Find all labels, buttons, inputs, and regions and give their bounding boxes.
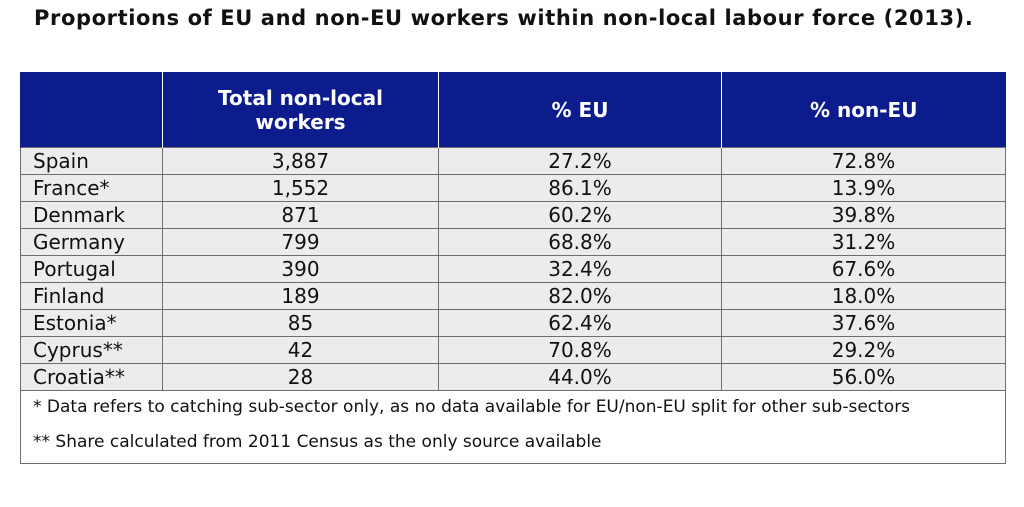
country-cell: Finland [21,283,163,310]
non-eu-cell: 37.6% [722,310,1006,337]
footnote-catching: * Data refers to catching sub-sector only, as no data available for EU/non-EU split for other sub-sectors [33,397,911,417]
footnote-census: ** Share calculated from 2011 Census as the only source available [33,432,602,452]
country-cell: Spain [21,148,163,175]
total-cell: 85 [163,310,439,337]
total-cell: 3,887 [163,148,439,175]
eu-cell: 27.2% [439,148,722,175]
total-cell: 42 [163,337,439,364]
header-total: Total non-local workers [163,72,439,148]
non-eu-cell: 31.2% [722,229,1006,256]
table-row [21,175,1006,202]
workers-table [20,72,1006,464]
table-row [21,310,1006,337]
page-title: Proportions of EU and non-EU workers within non-local labour force (2013). [34,6,974,30]
header-non-eu: % non-EU [722,72,1006,148]
table-row [21,337,1006,364]
eu-cell: 60.2% [439,202,722,229]
non-eu-cell: 29.2% [722,337,1006,364]
header-country [21,72,163,148]
table-row [21,364,1006,391]
total-cell: 28 [163,364,439,391]
non-eu-cell: 18.0% [722,283,1006,310]
eu-cell: 70.8% [439,337,722,364]
eu-cell: 68.8% [439,229,722,256]
table-row [21,256,1006,283]
eu-cell: 62.4% [439,310,722,337]
eu-cell: 32.4% [439,256,722,283]
table-row [21,229,1006,256]
non-eu-cell: 72.8% [722,148,1006,175]
country-cell: France* [21,175,163,202]
country-cell: Estonia* [21,310,163,337]
non-eu-cell: 56.0% [722,364,1006,391]
header-eu: % EU [439,72,722,148]
country-cell: Croatia** [21,364,163,391]
table-row [21,283,1006,310]
country-cell: Germany [21,229,163,256]
non-eu-cell: 13.9% [722,175,1006,202]
total-cell: 1,552 [163,175,439,202]
table-row [21,148,1006,175]
table-header-row [21,72,1006,148]
eu-cell: 82.0% [439,283,722,310]
notes-row [21,391,1006,464]
non-eu-cell: 39.8% [722,202,1006,229]
country-cell: Denmark [21,202,163,229]
non-eu-cell: 67.6% [722,256,1006,283]
eu-cell: 44.0% [439,364,722,391]
total-cell: 390 [163,256,439,283]
country-cell: Portugal [21,256,163,283]
table-row [21,202,1006,229]
eu-cell: 86.1% [439,175,722,202]
notes-cell [21,391,1006,464]
total-cell: 799 [163,229,439,256]
total-cell: 189 [163,283,439,310]
total-cell: 871 [163,202,439,229]
country-cell: Cyprus** [21,337,163,364]
